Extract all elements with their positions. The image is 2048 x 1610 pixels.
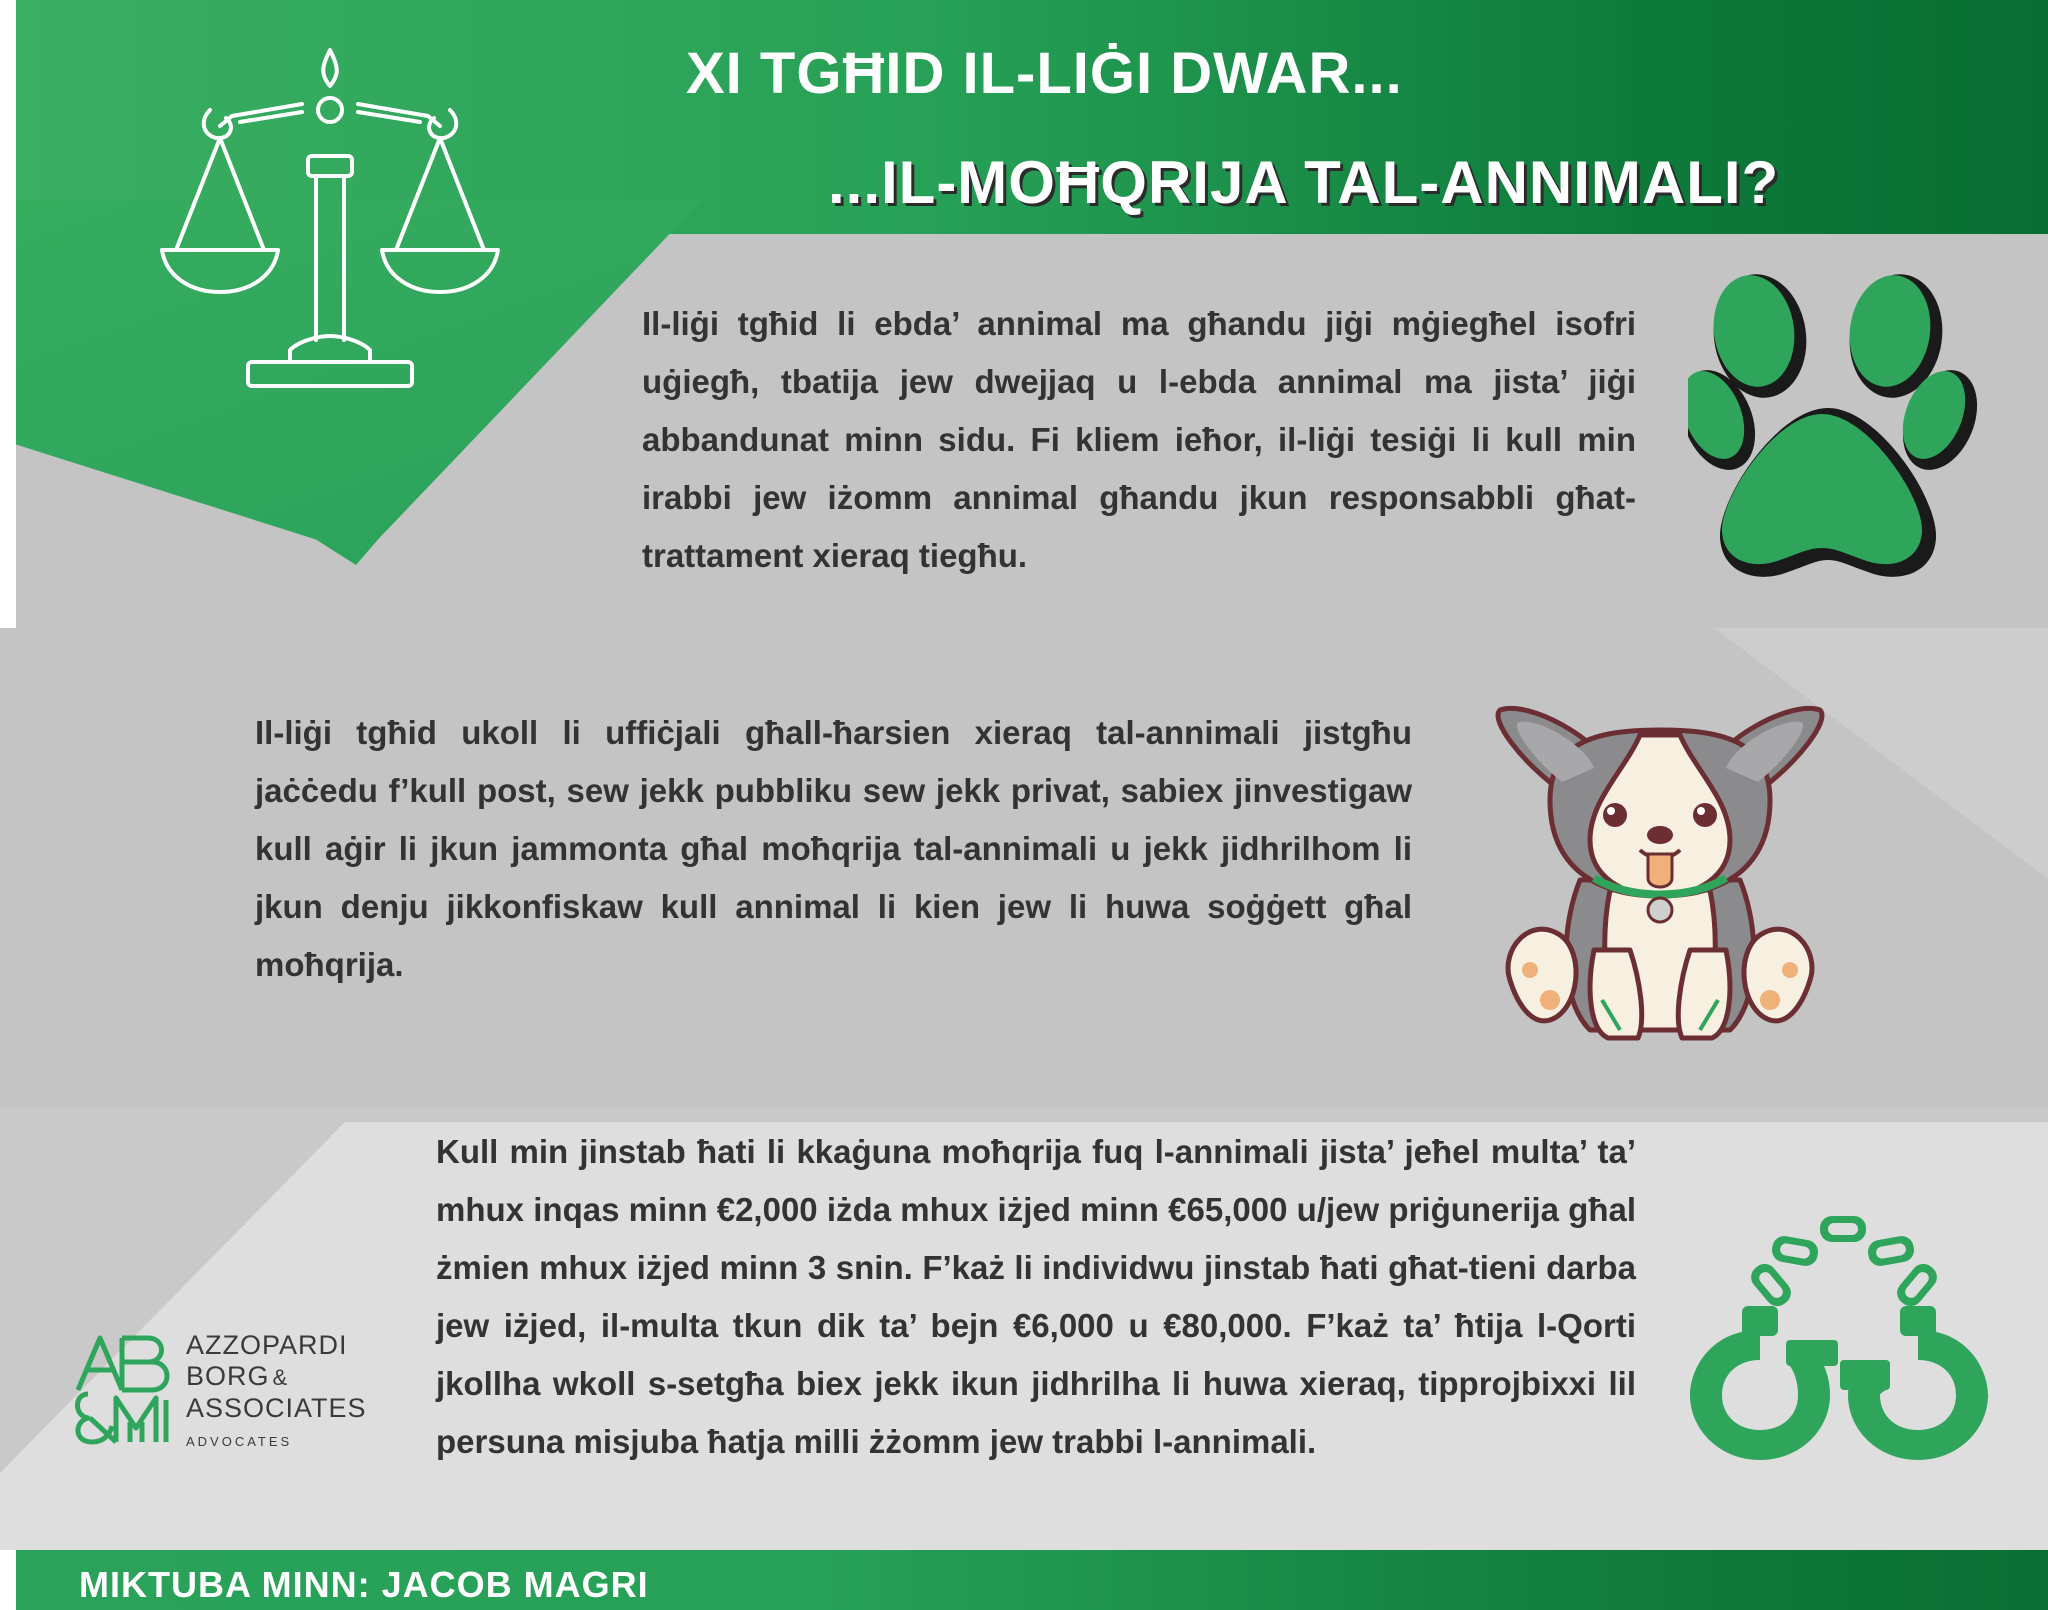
logo-subtitle: ADVOCATES — [186, 1434, 293, 1449]
section-2-text: Il-liġi tgħid ukoll li uffiċjali għall-ħarsien xieraq tal-annimali jistgħu jaċċedu f’kull post, sew jekk pubbliku sew jekk privat, sabiex jinvestigaw kull aġir li jkun jammonta għal moħqrija tal-annimali u jekk jidhrilhom li jkun denju jikkonfiskaw kull annimal li kien jew li huwa soġġett għal moħqrija. — [255, 714, 1412, 983]
logo-line-2: BORG — [186, 1361, 270, 1391]
logo-line-1: AZZOPARDI — [186, 1330, 348, 1360]
title-line-1: XI TGĦID IL-LIĠI DWAR... — [686, 41, 1403, 106]
logo-ampersand: & — [272, 1365, 289, 1390]
paw-print-icon — [1688, 268, 1978, 588]
scales-of-justice-icon — [150, 40, 510, 410]
author-credit: MIKTUBA MINN: JACOB MAGRI — [79, 1564, 649, 1605]
logo-line-2-wrap — [186, 1361, 367, 1393]
handcuffs-icon — [1690, 1210, 1990, 1470]
firm-logo-icon — [70, 1330, 180, 1450]
logo-line-3: ASSOCIATES — [186, 1393, 367, 1423]
firm-logo — [186, 1330, 367, 1449]
puppy-illustration — [1490, 700, 1830, 1050]
title-line-2: ...IL-MOĦQRIJA TAL-ANNIMALI? — [828, 149, 1780, 216]
section-1-text: Il-liġi tgħid li ebda’ annimal ma għandu jiġi mġiegħel isofri uġiegħ, tbatija jew dwejjaq u l-ebda annimal ma jista’ jiġi abbandunat minn sidu. Fi kliem ieħor, il-liġi tesiġi li kull min irabbi jew iżomm annimal għandu jkun responsabbli għat-trattament xieraq tiegħu. — [642, 305, 1636, 574]
section-3-text: Kull min jinstab ħati li kkaġuna moħqrija fuq l-annimali jista’ jeħel multa’ ta’ mhux inqas minn €2,000 iżda mhux iżjed minn €65,000 u/jew priġunerija għal żmien mhux iżjed minn 3 snin. F’każ li individwu jinstab ħati għat-tieni darba jew iżjed, il-multa tkun dik ta’ bejn €6,000 u €80,000. F’każ ta’ ħtija l-Qorti jkollha wkoll s-setgħa biex jekk ikun jidhrilha li huwa xieraq, tipprojbixxi lil persuna misjuba ħatja milli żżomm jew trabbi l-annimali. — [436, 1133, 1636, 1460]
